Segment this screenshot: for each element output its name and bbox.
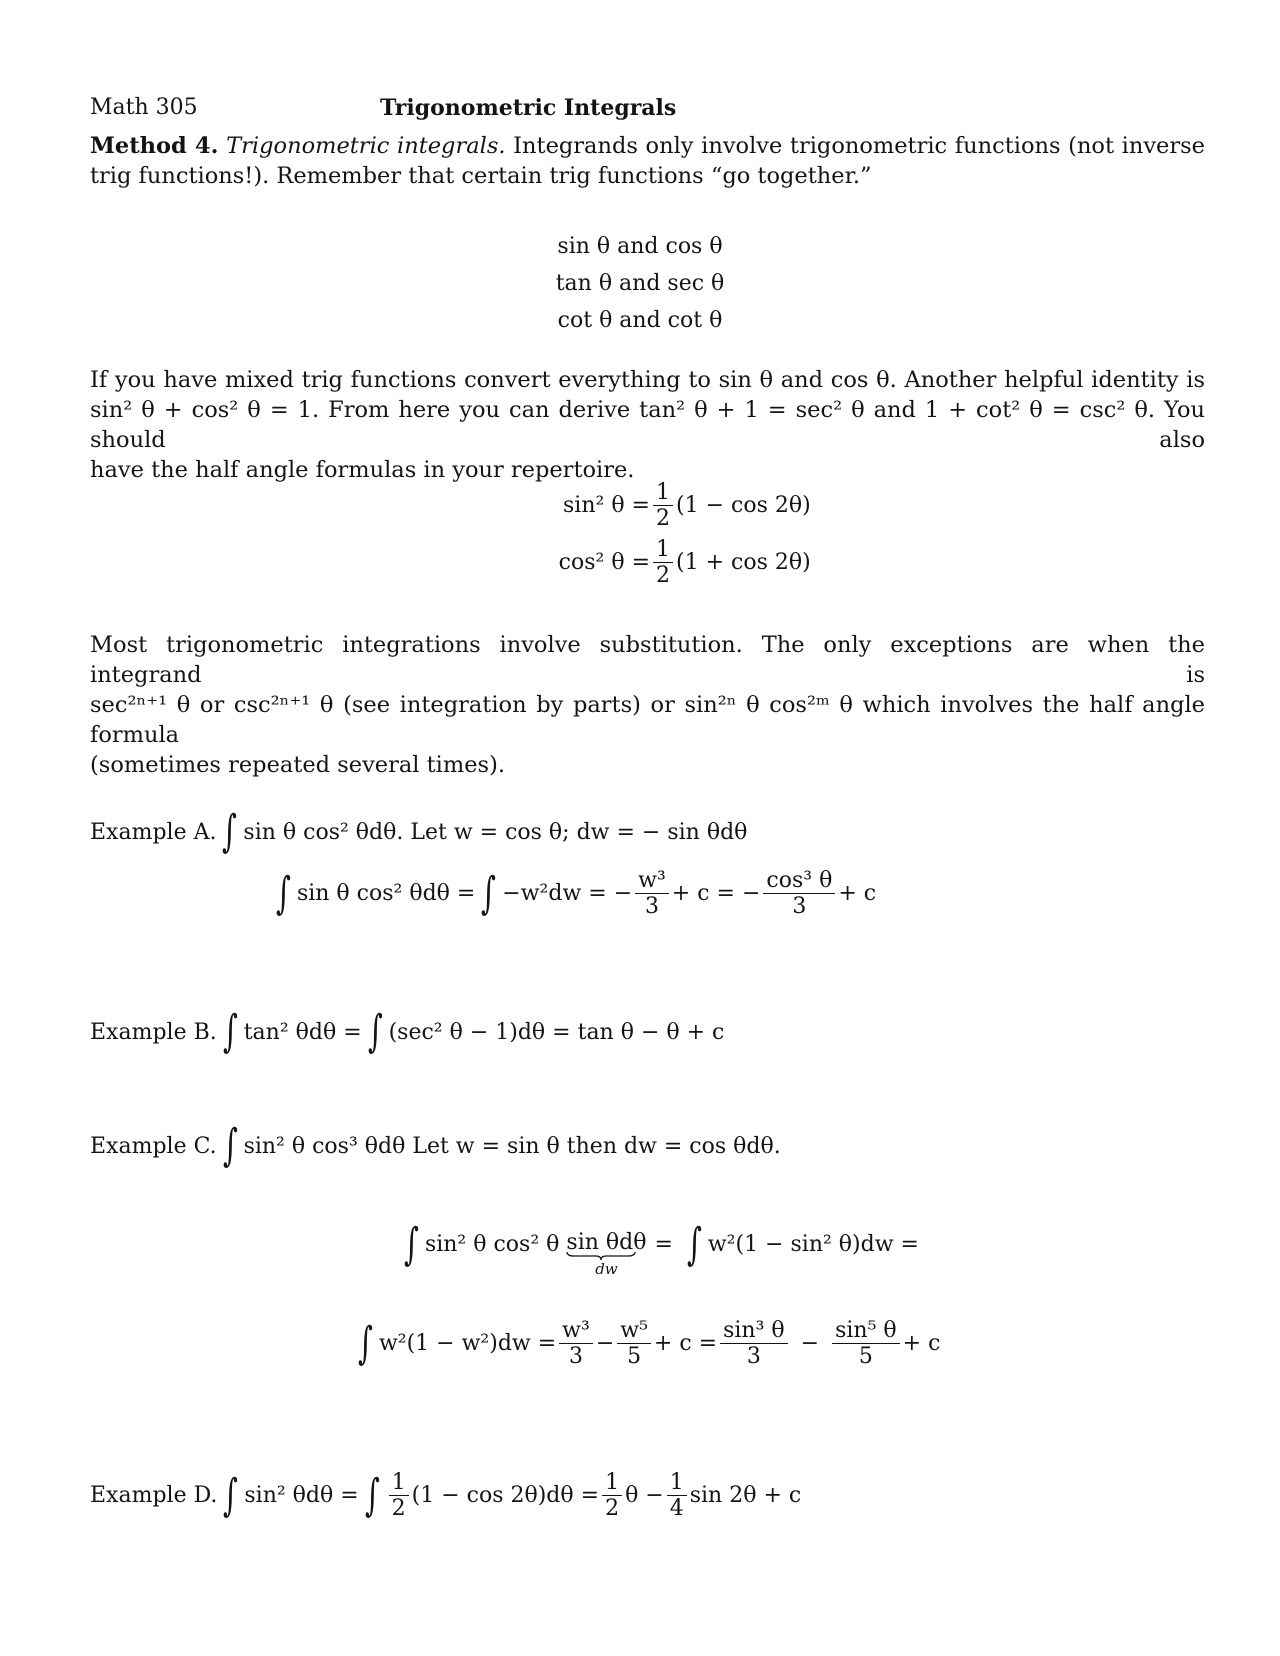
underbrace-group xyxy=(566,1230,646,1277)
example-label: Example D. xyxy=(90,1483,218,1508)
eq-term: − xyxy=(595,1331,615,1356)
frac-num: 1 xyxy=(667,1470,687,1496)
example-a-statement xyxy=(90,806,748,857)
intro-text: Integrands only involve trigonometric functions (not inverse trig functions!). Remember that certain trig functions “go together.” xyxy=(90,133,1205,189)
eq-term: sin θ cos² θdθ = xyxy=(296,881,476,906)
frac-den: 3 xyxy=(746,1344,761,1369)
example-c-text: sin² θ cos³ θdθ Let w = sin θ then dw = cos θdθ. xyxy=(243,1133,781,1159)
integral-icon: ∫ xyxy=(686,1218,702,1270)
integral-icon: ∫ xyxy=(222,1120,238,1171)
paragraph-line: have the half angle formulas in your repertoire. xyxy=(90,457,635,483)
frac-num: 1 xyxy=(602,1470,622,1496)
example-c-equation-1 xyxy=(398,1212,919,1277)
eq-term: sin θdθ xyxy=(566,1230,647,1255)
frac-den: 4 xyxy=(669,1496,684,1521)
page-title: Trigonometric Integrals xyxy=(380,95,677,121)
frac-num: 1 xyxy=(653,480,673,506)
frac-num: sin³ θ xyxy=(720,1318,788,1344)
frac-num: 1 xyxy=(389,1470,409,1496)
example-c-statement xyxy=(90,1120,781,1171)
course-label: Math 305 xyxy=(90,95,198,120)
frac-den: 2 xyxy=(391,1496,406,1521)
example-label: Example B. xyxy=(90,1019,217,1045)
eq-term: sin² θdθ = xyxy=(244,1483,359,1508)
pair-line: sin θ and cos θ xyxy=(557,234,723,259)
integral-icon: ∫ xyxy=(276,867,291,919)
integral-icon: ∫ xyxy=(367,1006,383,1057)
frac-den: 3 xyxy=(792,894,807,919)
eq-term: sin 2θ + c xyxy=(689,1483,802,1508)
example-d xyxy=(90,1470,801,1521)
sin-lhs: sin² θ = xyxy=(563,493,650,518)
sin-rhs: (1 − cos 2θ) xyxy=(676,493,811,518)
frac-den: 2 xyxy=(605,1496,620,1521)
paragraph-line: sec²ⁿ⁺¹ θ or csc²ⁿ⁺¹ θ (see integration by parts) or sin²ⁿ θ cos²ᵐ θ which involves the half angle formula xyxy=(90,692,1205,748)
frac-den: 5 xyxy=(858,1344,873,1369)
eq-term: + c xyxy=(838,881,877,906)
eq-term: sin² θ cos² θ xyxy=(424,1232,560,1257)
example-label: Example A. xyxy=(90,819,217,845)
frac-den: 2 xyxy=(656,563,670,588)
integral-icon: ∫ xyxy=(222,1006,238,1057)
eq-term: θ − xyxy=(625,1483,664,1508)
paragraph-line: If you have mixed trig functions convert everything to sin θ and cos θ. Another helpful identity is xyxy=(90,367,1205,393)
pair-line: cot θ and cot θ xyxy=(557,308,723,333)
eq-term: −w²dw = − xyxy=(502,881,633,906)
paragraph-line: Most trigonometric integrations involve substitution. The only exceptions are when the integrand is xyxy=(90,632,1205,688)
eq-term: tan² θdθ = xyxy=(243,1019,362,1045)
frac-den: 3 xyxy=(644,894,659,919)
pair-line: tan θ and sec θ xyxy=(555,271,725,296)
integral-icon: ∫ xyxy=(481,867,497,919)
example-a-equation xyxy=(270,868,876,919)
frac-num: 1 xyxy=(653,537,673,563)
eq-term: + c xyxy=(902,1331,941,1356)
substitution-paragraph xyxy=(90,630,1205,780)
eq-term: (sec² θ − 1)dθ = tan θ − θ + c xyxy=(388,1019,725,1045)
example-label: Example C. xyxy=(90,1133,217,1159)
eq-term: + c = − xyxy=(671,881,761,906)
half-angle-sin xyxy=(530,480,811,531)
frac-den: 5 xyxy=(627,1344,642,1369)
frac-den: 3 xyxy=(569,1344,583,1369)
eq-term: = xyxy=(654,1232,673,1257)
method-name: Trigonometric integrals. xyxy=(226,133,506,159)
frac-num: sin⁵ θ xyxy=(832,1318,900,1344)
eq-term: − xyxy=(800,1331,820,1356)
trig-pairs xyxy=(0,228,1280,339)
example-a-text: sin θ cos² θdθ. Let w = cos θ; dw = − sin θdθ xyxy=(243,819,748,845)
underbrace-label: dw xyxy=(595,1260,618,1278)
integral-icon: ∫ xyxy=(364,1469,380,1521)
cos-rhs: (1 + cos 2θ) xyxy=(676,550,811,575)
eq-term: w²(1 − w²)dw = xyxy=(378,1331,557,1356)
half-angle-cos xyxy=(530,537,811,588)
integral-icon: ∫ xyxy=(358,1317,373,1369)
paragraph-line: (sometimes repeated several times). xyxy=(90,752,505,778)
paragraph-line: sin² θ + cos² θ = 1. From here you can derive tan² θ + 1 = sec² θ and 1 + cot² θ = csc² θ. You should also xyxy=(90,397,1205,453)
eq-term: + c = xyxy=(653,1331,718,1356)
identity-paragraph xyxy=(90,365,1205,485)
method-label: Method 4. xyxy=(90,133,219,159)
example-c-equation-2 xyxy=(352,1318,940,1369)
frac-num: cos³ θ xyxy=(763,868,835,894)
integral-icon: ∫ xyxy=(223,1469,239,1521)
intro-paragraph xyxy=(90,131,1205,191)
frac-num: w³ xyxy=(635,868,669,894)
integral-icon: ∫ xyxy=(404,1218,419,1270)
frac-num: w³ xyxy=(559,1318,593,1344)
frac-den: 2 xyxy=(656,506,670,531)
eq-term: (1 − cos 2θ)dθ = xyxy=(411,1483,600,1508)
cos-lhs: cos² θ = xyxy=(558,550,650,575)
frac-num: w⁵ xyxy=(617,1318,651,1344)
example-b xyxy=(90,1006,725,1057)
eq-term: w²(1 − sin² θ)dw = xyxy=(707,1232,919,1257)
integral-icon: ∫ xyxy=(222,806,238,857)
